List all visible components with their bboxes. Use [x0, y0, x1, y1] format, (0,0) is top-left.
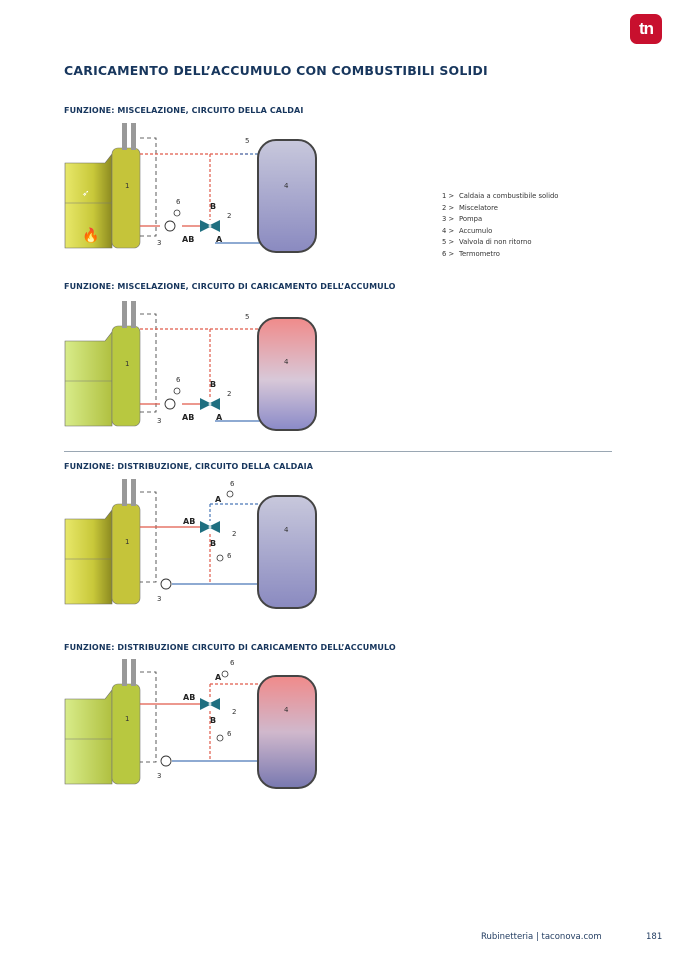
diagram-mixing-boiler-circuit [60, 118, 330, 258]
tank [258, 496, 316, 608]
page-number: 181 [646, 932, 663, 942]
port-b-label: B [210, 380, 217, 389]
legend-item: 1 > Caldaia a combustibile solido [442, 192, 559, 200]
boiler [65, 510, 112, 604]
port-a-label: A [215, 495, 222, 504]
legend-item: 3 > Pompa [442, 215, 483, 224]
thermometer-icon [174, 388, 180, 394]
label-3: 3 [157, 417, 162, 425]
label-4: 4 [284, 358, 289, 366]
label-1: 1 [125, 360, 130, 368]
thermometer-icon [174, 210, 180, 216]
label-6: 6 [176, 198, 181, 206]
pump-icon [165, 221, 175, 231]
section-title-2: FUNZIONE: MISCELAZIONE, CIRCUITO DI CARICAMENTO DELL’ACCUMULO [64, 282, 396, 291]
diagram-mixing-storage-loading [60, 296, 330, 436]
thermometer-icon [227, 491, 233, 497]
label-4: 4 [284, 182, 289, 190]
diagram-distribution-boiler-circuit [60, 474, 330, 614]
pump-icon [161, 579, 171, 589]
port-a-label: A [215, 673, 222, 682]
label-3: 3 [157, 239, 162, 247]
label-6: 6 [227, 552, 232, 560]
port-a-label: A [216, 413, 223, 422]
label-2: 2 [227, 390, 232, 398]
label-6: 6 [176, 376, 181, 384]
svg-text:➶: ➶ [82, 189, 90, 199]
label-2: 2 [227, 212, 232, 220]
dashed-bypass [140, 138, 156, 236]
mixing-valve-icon [200, 521, 220, 533]
pump-icon [165, 399, 175, 409]
port-a-label: A [216, 235, 223, 244]
diagram-distribution-storage-loading [60, 654, 330, 794]
port-ab-label: AB [182, 235, 195, 244]
legend-item: 6 > Termometro [442, 249, 500, 258]
label-3: 3 [157, 772, 162, 780]
legend-item: 4 > Accumulo [442, 226, 493, 235]
thermometer-icon [217, 555, 223, 561]
mixing-valve-icon [200, 220, 220, 232]
label-5: 5 [245, 137, 250, 145]
tank [258, 318, 316, 430]
section-divider [64, 451, 612, 452]
legend-item: 5 > Valvola di non ritorno [442, 238, 532, 247]
label-3: 3 [157, 595, 162, 603]
label-5: 5 [245, 313, 250, 321]
port-b-label: B [210, 716, 217, 725]
boiler [65, 332, 112, 426]
port-ab-label: AB [183, 693, 196, 702]
label-2: 2 [232, 530, 237, 538]
thermometer-icon [217, 735, 223, 741]
brand-logo: tn [630, 14, 662, 44]
section-title-1: FUNZIONE: MISCELAZIONE, CIRCUITO DELLA CALDAI [64, 106, 304, 115]
label-6: 6 [227, 730, 232, 738]
tank [258, 676, 316, 788]
pump-icon [161, 756, 171, 766]
label-4: 4 [284, 526, 289, 534]
mixing-valve-icon [200, 698, 220, 710]
label-1: 1 [125, 715, 130, 723]
section-title-4: FUNZIONE: DISTRIBUZIONE CIRCUITO DI CARICAMENTO DELL’ACCUMULO [64, 643, 396, 652]
label-1: 1 [125, 182, 130, 190]
legend [442, 191, 558, 261]
boiler [65, 690, 112, 784]
thermometer-icon [222, 671, 228, 677]
label-1: 1 [125, 538, 130, 546]
port-b-label: B [210, 202, 217, 211]
mixing-valve-icon [200, 398, 220, 410]
label-6: 6 [230, 659, 235, 667]
footer-text: Rubinetteria | taconova.com [481, 932, 602, 942]
port-ab-label: AB [183, 517, 196, 526]
tank [258, 140, 316, 252]
label-2: 2 [232, 708, 237, 716]
port-b-label: B [210, 539, 217, 548]
label-4: 4 [284, 706, 289, 714]
label-6: 6 [230, 480, 235, 488]
port-ab-label: AB [182, 413, 195, 422]
svg-text:🔥: 🔥 [82, 228, 100, 244]
page-title: CARICAMENTO DELL’ACCUMULO CON COMBUSTIBILI SOLIDI [64, 63, 488, 78]
legend-item: 2 > Miscelatore [442, 203, 498, 212]
section-title-3: FUNZIONE: DISTRIBUZIONE, CIRCUITO DELLA CALDAIA [64, 462, 314, 471]
